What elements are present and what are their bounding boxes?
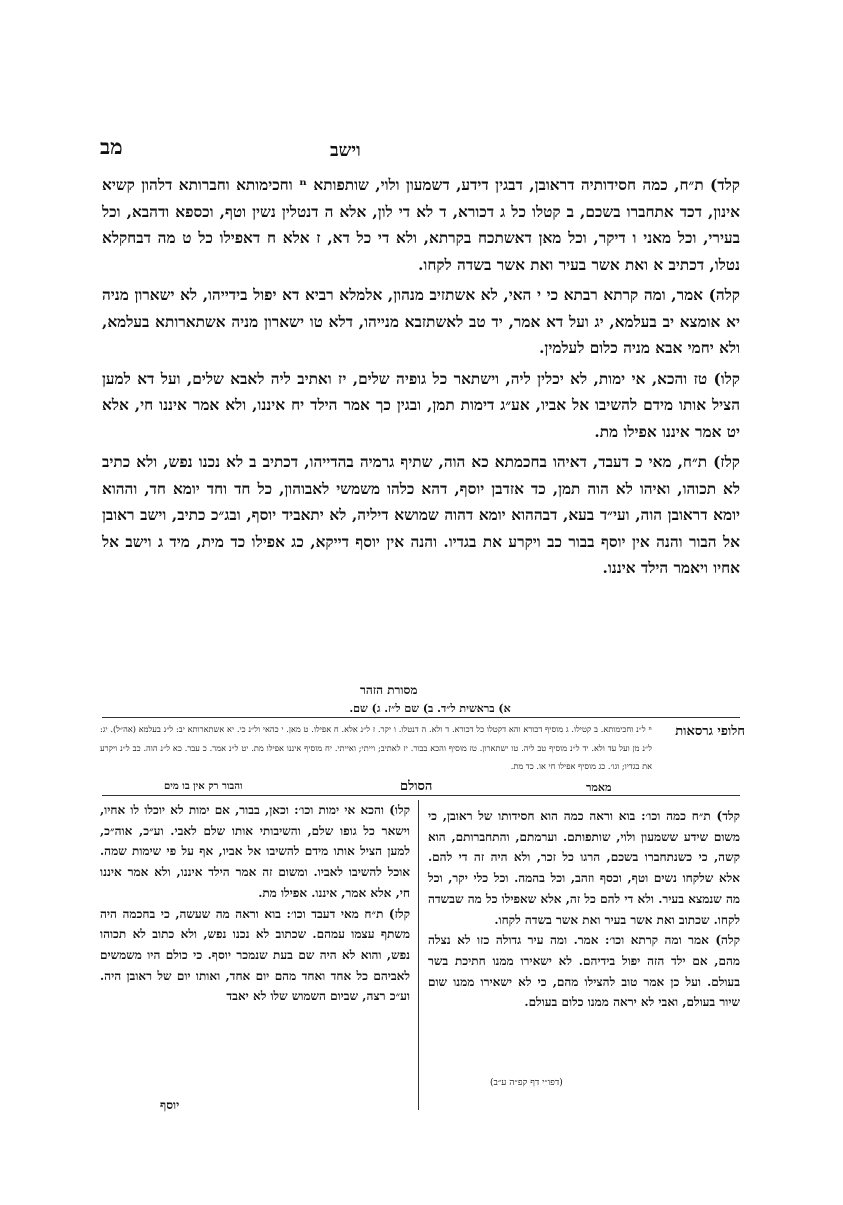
column-divider [418, 800, 419, 1110]
paragraph-137: קלז) ת״ח, מאי כ דעבד, דאיהו בחכמתא כא הוה, שתיף גרמיה בהדייהו, דכתיב ב לא נכנו נפש, ולא כתיב לא תכוהו, ואיהו לא הוה תמן, כד אזדבן יוסף, דהא כלהו משמשי לאבוהון, כל חד וחד יומא חד, וההוא יומא דראובן הוה, ועי״ד בעא, דבההוא יומא דהוה שמושא דיליה, לא יתאביד יוסף, ובג״כ כתיב, וישב ראובן אל הבור והנה אין יוסף בבור כב ויקרע את בגדיו. והנה אין יוסף דייקא, כג אפילו כד מית, מיד ג וישב אל אחיו ויאמר הילד איננו. [102, 453, 740, 577]
commentary-134: קלד) ת״ח כמה וכו׳: בוא וראה כמה הוא חסידותו של ראובן, כי משום שידע ששמעון ולוי, שותפותם. וערמתם, והתחברותם, הוא קשה, כי כשנתחברו בשכם, הרגו כל זכר, ולא היה זה די להם. אלא שלקחו נשים וטף, וכסף וזהב, וכל בהמה. וכל כלי יקר, וכל מה שנמצא בעיר. ולא די להם כל זה, אלא שאפילו כל מה שבשדה לקחו. שכתוב ואת אשר בעיר ואת אשר בשדה לקחו. [428, 809, 741, 927]
catchword: יוסף [160, 1098, 180, 1112]
parasha-title: וישב [330, 140, 361, 161]
commentary-135: קלה) אמר ומה קרתא וכו׳: אמר. ומה עיר גדולה כזו לא נצלה מהם, אם ילד הזה יפול בידיהם. לא ישאירו ממנו חתיכת בשר בעולם. ועל כן אמר טוב להצילו מהם, כי לא ישאירו ממנו שום שיור בעולם, ואבי לא יראה ממנו כלום בעולם. [428, 933, 740, 1010]
variants-title: חלופי גרסאות [675, 724, 745, 739]
main-text [102, 172, 740, 586]
commentary-label-right: מאמר [586, 781, 612, 794]
variants-text: ⁿ ל״נ וחכימותא. ב קטילו. ג מוסיף דכורא והא דקטלו כל דכורא. ד ולא. ה דנטלו. ו יקר. ז ל״נ אלא. ח אפילו. ט מאן. י כהאי ול״נ כי. יא אשתארותא יב: ל״נ בעלמא (אה״ל). יג: ל״נ מן ועל עד ולא. יד ל״נ מוסיף טב ליה. טו ישתארון. טז מוסיף והכא בבור. יז לאתיב; וייתי; ואייתי. יח מוסיף איננו אפילו מת. יט ל״נ אמר. כ עבר. כא ל״נ הוה. כב ל״נ ויקרע את בגדיו; וגו׳. כג מוסיף אפילו חי או. כד מת. [100, 724, 652, 772]
paragraph-134: קלד) ת״ח, כמה חסידותיה דראובן, דבגין דידע, דשמעון ולוי, שותפותא ⁿ וחכימותא וחברותא דלהון קשיא אינון, דכד אתחברו בשכם, ב קטלו כל ג דכורא, ד לא די לון, אלא ה דנטלין נשין וטף, וכספא ודהבא, וכל בעירי, וכל מאני ו דיקר, וכל מאן דאשתכח בקרתא, ולא די כל דא, ז אלא ח דאפילו כל ט מה דבחקלא נטלו, דכתיב א ואת אשר בעיר ואת אשר בשדה לקחו. [102, 176, 740, 274]
commentary-right-column [428, 806, 740, 1013]
page-number: מב [100, 134, 123, 159]
masoret-sources: א) בראשית ל״ד. ב) שם ל״ז. ג) שם. [349, 702, 511, 715]
masoret-title: מסורת הזהר [360, 683, 418, 697]
edition-footnote: (דפו״י דף קפ״ה ע״ב) [490, 1078, 563, 1088]
paragraph-135: קלה) אמר, ומה קרתא רבתא כי י האי, לא אשתזיב מנהון, אלמלא רביא דא יפול בידייהו, לא ישארון מניה יא אומצא יב בעלמא, יג ועל דא אמר, יד טב לאשתזבא מנייהו, דלא טו ישארון מניה אשתארותא בעלמא, ולא יחמי אבא מניה כלום לעלמין. [102, 286, 740, 357]
commentary-left-column [100, 800, 410, 1007]
paragraph-136: קלו) טז והכא, אי ימות, לא יכלין ליה, וישתאר כל גופיה שלים, יז ואתיב ליה לאבא שלים, ועל דא למען הציל אותו מידם להשיבו אל אביו, אע״ג דימות תמן, ובגין כך אמר הילד יח איננו, ולא אמר איננו חי, אלא יט אמר איננו אפילו מת. [102, 369, 740, 441]
divider-bottom [102, 795, 740, 796]
commentary-title: הסולם [400, 779, 433, 794]
commentary-label-left: והבור רק אין בו מים [164, 781, 243, 792]
commentary-136: קלו) והכא אי ימות וכו׳: וכאן, בבור, אם ימות לא יוכלו לו אחיו, וישאר כל גופו שלם, והשיבותי אותו שלם לאבי. וע״כ, אוה״כ, למען הציל אותו מידם להשיבו אל אביו, אף על פי שימות שמה. אוכל להשיבו לאביו. ומשום זה אמר הילד איננו, ולא אמר איננו חי, אלא אמר, איננו. אפילו מת. [100, 803, 410, 900]
divider-top [102, 717, 740, 718]
commentary-137: קלז) ת״ח מאי דעבד וכו׳: בוא וראה מה שעשה, כי בחכמה היה משתף עצמו עמהם. שכתוב לא נכנו נפש, ולא כתוב לא תכוהו נפש, והוא לא היה שם בעת שנמכר יוסף. כי כולם היו משמשים לאביהם כל אחד ואחד מהם יום אחד, ואותו יום של ראובן היה. וע״כ רצה, שביום השמוש שלו לא יאבד [100, 906, 410, 1004]
